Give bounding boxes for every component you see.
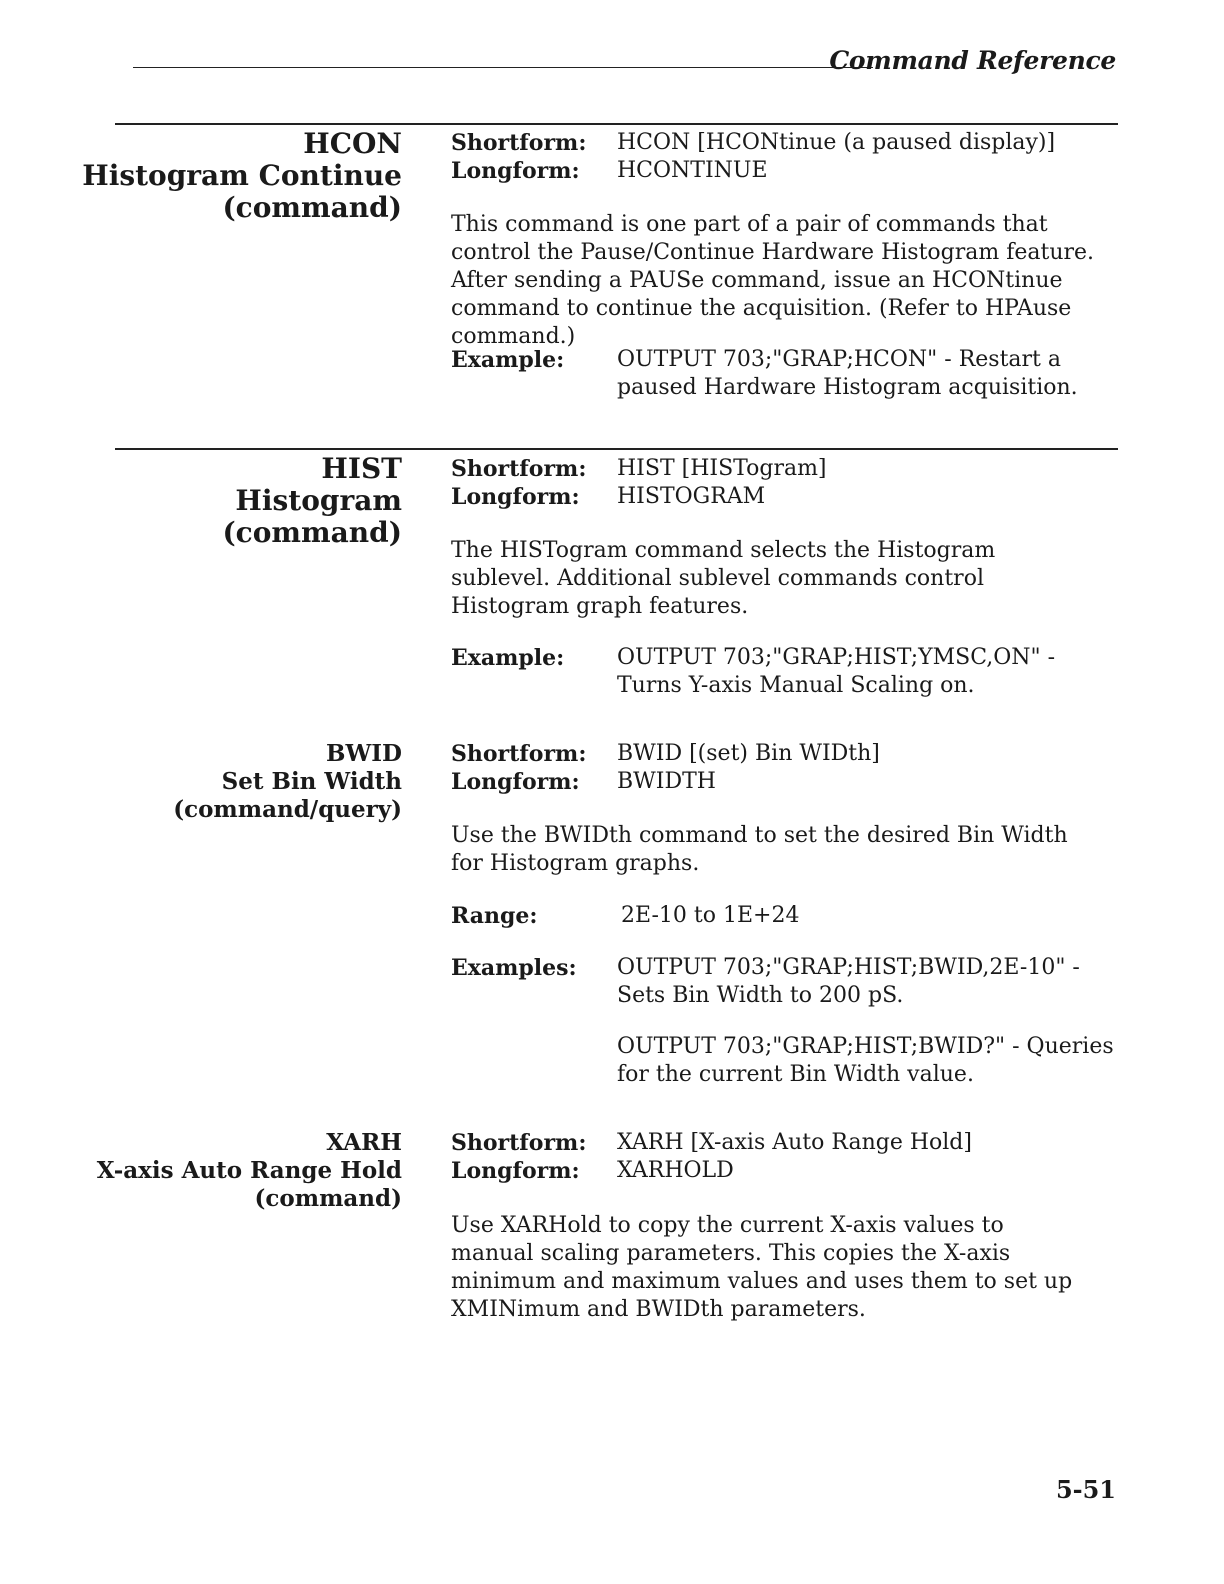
longform-label: Longform: bbox=[451, 1158, 580, 1184]
longform-value: BWIDTH bbox=[617, 769, 716, 794]
command-type: (command/query) bbox=[173, 796, 402, 823]
longform-value: HISTOGRAM bbox=[617, 484, 766, 509]
examples-label: Examples: bbox=[451, 955, 577, 981]
header-rule bbox=[133, 67, 873, 68]
longform-label: Longform: bbox=[451, 158, 580, 184]
command-type: (command) bbox=[222, 516, 402, 549]
shortform-value: BWID [(set) Bin WIDth] bbox=[617, 741, 880, 766]
longform-label: Longform: bbox=[451, 484, 580, 510]
section-divider bbox=[115, 123, 1118, 125]
description: The HISTogram command selects the Histogram sublevel. Additional sublevel commands control Histogram graph features. bbox=[451, 538, 996, 619]
range-label: Range: bbox=[451, 903, 538, 929]
command-code: HCON bbox=[303, 127, 402, 160]
page-header-title: Command Reference bbox=[829, 46, 1116, 75]
example-value: OUTPUT 703;"GRAP;HIST;BWID?" - Queries for the current Bin Width value. bbox=[617, 1034, 1114, 1087]
description: This command is one part of a pair of commands that control the Pause/Continue Hardware Histogram feature. After sending a PAUSe command, issue an HCONtinue command to continue the acquisition. (Refer to HPAuse command.) bbox=[451, 212, 1095, 349]
example-label: Example: bbox=[451, 347, 565, 373]
command-type: (command) bbox=[254, 1185, 402, 1212]
command-code: BWID bbox=[326, 740, 402, 767]
shortform-label: Shortform: bbox=[451, 741, 587, 767]
longform-label: Longform: bbox=[451, 769, 580, 795]
xarh-label bbox=[97, 1129, 402, 1213]
shortform-value: HCON [HCONtinue (a paused display)] bbox=[617, 130, 1056, 155]
example-value: OUTPUT 703;"GRAP;HIST;BWID,2E-10" - Sets Bin Width to 200 pS. bbox=[617, 955, 1080, 1008]
shortform-label: Shortform: bbox=[451, 1130, 587, 1156]
shortform-value: XARH [X-axis Auto Range Hold] bbox=[617, 1130, 972, 1155]
example-label: Example: bbox=[451, 645, 565, 671]
longform-value: XARHOLD bbox=[617, 1158, 734, 1183]
description: Use the BWIDth command to set the desired Bin Width for Histogram graphs. bbox=[451, 823, 1068, 876]
section-divider bbox=[115, 448, 1118, 450]
command-name: X-axis Auto Range Hold bbox=[96, 1157, 402, 1184]
command-name: Histogram bbox=[235, 484, 402, 517]
range-value: 2E-10 to 1E+24 bbox=[621, 903, 800, 928]
page-number: 5-51 bbox=[1055, 1475, 1116, 1504]
command-code: HIST bbox=[321, 452, 402, 485]
hist-label bbox=[222, 453, 402, 549]
command-type: (command) bbox=[222, 191, 402, 224]
shortform-label: Shortform: bbox=[451, 130, 587, 156]
command-name: Histogram Continue bbox=[82, 159, 402, 192]
longform-value: HCONTINUE bbox=[617, 158, 768, 183]
shortform-label: Shortform: bbox=[451, 456, 587, 482]
example-value: OUTPUT 703;"GRAP;HCON" - Restart a paused Hardware Histogram acquisition. bbox=[617, 347, 1078, 400]
bwid-label bbox=[173, 740, 402, 824]
hcon-label bbox=[82, 128, 402, 224]
description: Use XARHold to copy the current X-axis values to manual scaling parameters. This copies the X-axis minimum and maximum values and uses them to set up XMINimum and BWIDth parameters. bbox=[451, 1213, 1073, 1322]
command-code: XARH bbox=[326, 1129, 402, 1156]
command-name: Set Bin Width bbox=[221, 768, 402, 795]
example-value: OUTPUT 703;"GRAP;HIST;YMSC,ON" - Turns Y-axis Manual Scaling on. bbox=[617, 645, 1056, 698]
shortform-value: HIST [HISTogram] bbox=[617, 456, 827, 481]
